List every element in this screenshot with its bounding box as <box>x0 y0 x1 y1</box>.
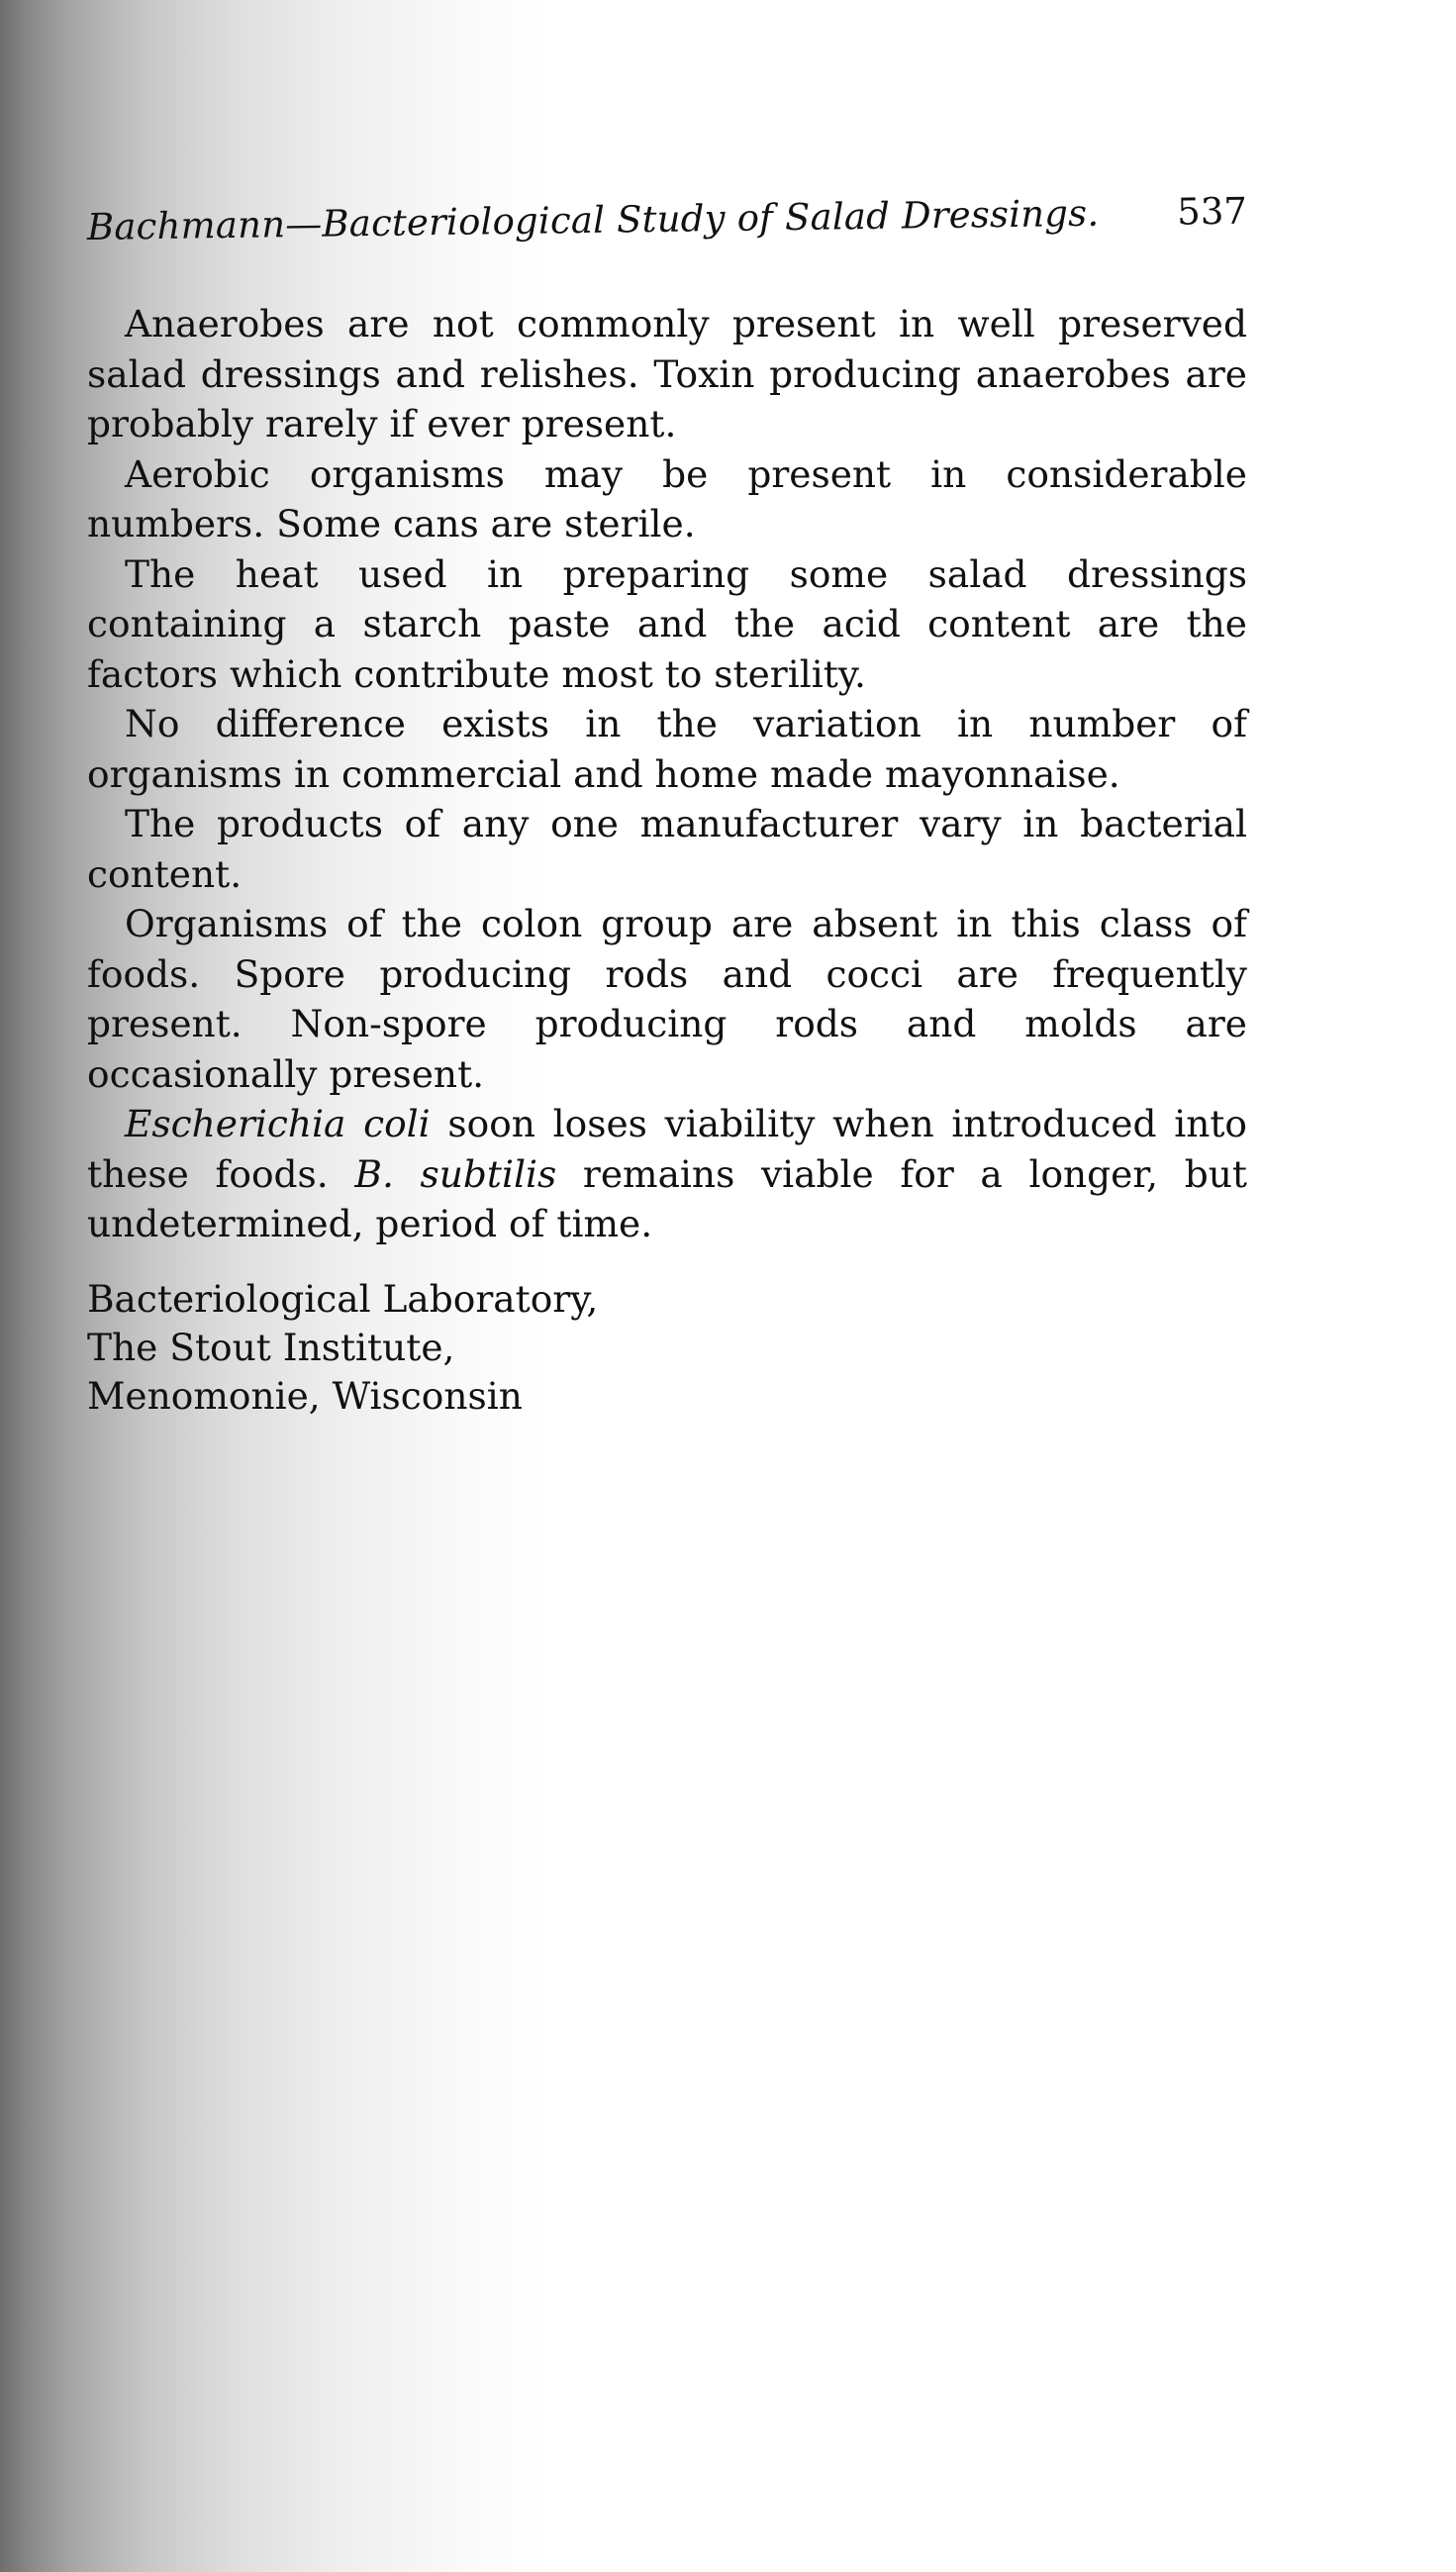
paragraph-text: remains viable for a longer, but undetermined, period of time. <box>87 1151 1247 1245</box>
running-title: Bachmann—Bacteriological Study of Salad Dressings. <box>86 191 1100 248</box>
paragraph <box>87 299 1247 449</box>
paragraph <box>87 699 1247 799</box>
signature-line: The Stout Institute, <box>87 1326 455 1369</box>
page-number: 537 <box>1176 189 1248 234</box>
paragraph <box>87 799 1247 899</box>
italic-term: Escherichia coli <box>125 1102 431 1145</box>
paragraph-text: No difference exists in the variation in number of organisms in commercial and home made mayonnaise. <box>87 702 1247 796</box>
paragraph <box>87 449 1247 549</box>
signature-block <box>87 1275 879 1421</box>
paragraph <box>87 549 1247 700</box>
signature-line: Menomonie, Wisconsin <box>87 1374 523 1418</box>
paragraph-text: Anaerobes are not commonly present in well preserved salad dressings and relishes. Toxin producing anaerobes are probably rarely if ever present. <box>87 302 1247 445</box>
signature-line: Bacteriological Laboratory, <box>87 1277 599 1321</box>
paragraph-text: Organisms of the colon group are absent in this class of foods. Spore producing rods and cocci are frequently present. Non-spore producing rods and molds are occasionally present. <box>87 902 1247 1096</box>
paragraph <box>87 899 1247 1099</box>
paragraph-text: Aerobic organisms may be present in considerable numbers. Some cans are sterile. <box>87 451 1247 545</box>
italic-term: B. subtilis <box>354 1151 557 1196</box>
body-text <box>87 299 1247 1249</box>
paragraph <box>87 1099 1247 1249</box>
paragraph-text: The heat used in preparing some salad dressings containing a starch paste and the acid content are the factors which contribute most to sterility. <box>87 551 1247 696</box>
paragraph-text: soon loses viability when introduced into these foods. <box>87 1102 1247 1196</box>
paragraph-text: The products of any one manufacturer vary in bacterial content. <box>87 802 1247 896</box>
